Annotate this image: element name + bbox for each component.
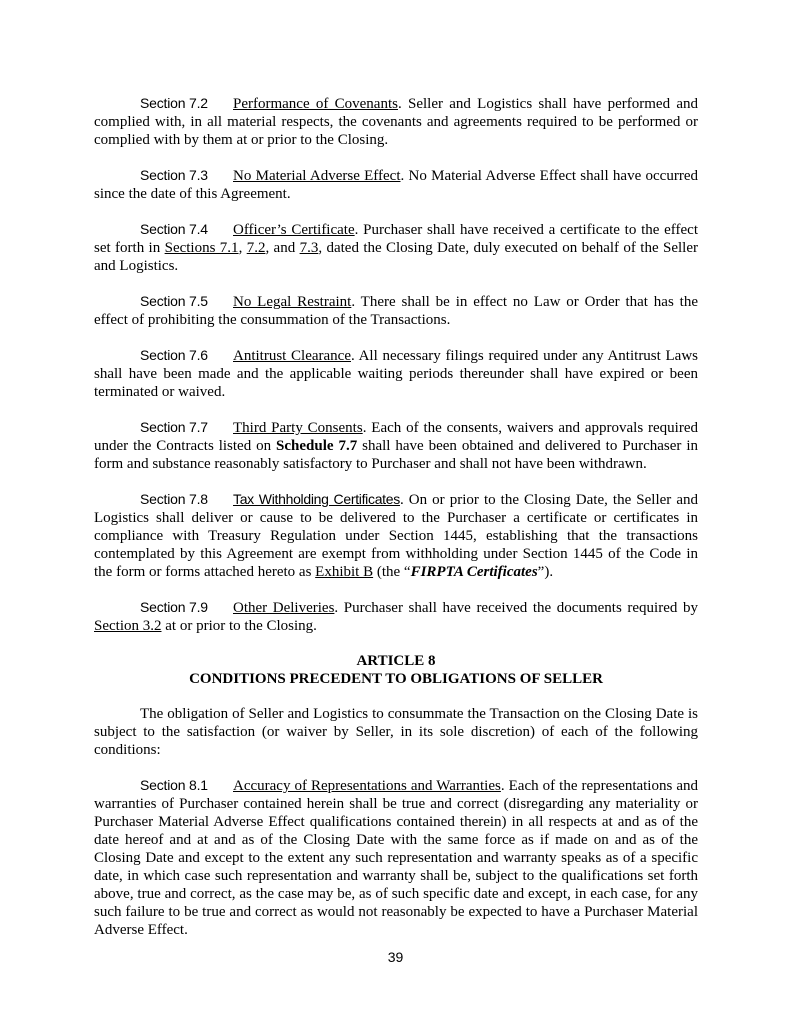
section-7-3 (94, 166, 698, 203)
section-text: . All necessary filings required under any Antitrust Laws shall have been made and the applicable waiting periods thereunder shall have expired or been terminated or waived. (94, 348, 698, 400)
schedule-reference: Schedule 7.7 (276, 438, 358, 454)
section-8-1 (94, 776, 698, 939)
section-text: shall have been obtained and delivered to Purchaser in form and substance reasonably satisfactory to Purchaser and shall not have been withdrawn. (94, 438, 698, 472)
section-number: Section 7.2 (140, 95, 208, 111)
section-heading: Third Party Consents (233, 420, 363, 436)
section-7-4 (94, 220, 698, 275)
section-text: , (238, 240, 247, 256)
section-7-7 (94, 418, 698, 473)
section-number: Section 7.8 (140, 491, 208, 507)
defined-term: FIRPTA Certificates (410, 564, 538, 580)
article-intro: The obligation of Seller and Logistics to consummate the Transaction on the Closing Date is subject to the satisfaction (or waiver by Seller, in its sole discretion) of each of the following conditions: (94, 706, 698, 758)
section-text: . Each of the consents, waivers and approvals required under the Contracts listed on (94, 420, 698, 454)
article-number: ARTICLE 8 (356, 653, 436, 669)
cross-reference: 7.3 (299, 240, 319, 256)
section-text: , dated the Closing Date, duly executed on behalf of the Seller and Logistics. (94, 240, 698, 274)
section-number: Section 7.4 (140, 221, 208, 237)
section-number: Section 7.5 (140, 293, 208, 309)
section-7-8 (94, 490, 698, 581)
section-heading: Accuracy of Representations and Warranties (233, 778, 501, 794)
section-text: (the “ (373, 564, 411, 580)
section-7-2 (94, 94, 698, 149)
section-heading: No Material Adverse Effect (233, 168, 401, 184)
page-number: 39 (387, 949, 404, 965)
section-text: , and (265, 240, 300, 256)
section-number: Section 7.7 (140, 419, 208, 435)
section-heading: No Legal Restraint (233, 294, 352, 310)
section-text: . Purchaser shall have received a certificate to the effect set forth in (94, 222, 698, 256)
exhibit-reference: Exhibit B (315, 564, 374, 580)
section-text: . No Material Adverse Effect shall have occurred since the date of this Agreement. (94, 168, 698, 202)
section-number: Section 7.9 (140, 599, 208, 615)
section-text: . Each of the representations and warranties of Purchaser contained herein shall be true and correct (disregarding any materiality or Purchaser Material Adverse Effect qualifications contained therein) in all respects at and as of the date hereof and at and as of the Closing Date with the same force as if made on and as of the Closing Date and except to the extent any such representation and warranty speaks as of a specific date, in which case such representation and warranty shall be, subject to the qualifications set forth above, true and correct, as the case may be, as of such specific date and except, in each case, for any such failure to be true and correct as would not reasonably be expected to have a Purchaser Material Adverse Effect. (94, 778, 698, 938)
article-title: CONDITIONS PRECEDENT TO OBLIGATIONS OF SELLER (189, 671, 603, 687)
section-heading: Officer’s Certificate (233, 222, 355, 238)
section-heading: Tax Withholding Certificates (233, 491, 400, 507)
section-heading: Other Deliveries (233, 600, 335, 616)
section-heading: Performance of Covenants (233, 96, 398, 112)
document-page (94, 94, 698, 956)
section-7-5 (94, 292, 698, 329)
section-number: Section 7.6 (140, 347, 208, 363)
section-number: Section 8.1 (140, 777, 208, 793)
section-7-9 (94, 598, 698, 635)
section-heading: Antitrust Clearance (233, 348, 351, 364)
section-text: . Seller and Logistics shall have performed and complied with, in all material respects, the covenants and agreements required to be performed or complied with by them at or prior to the Closing. (94, 96, 698, 148)
section-number: Section 7.3 (140, 167, 208, 183)
cross-reference: 7.2 (246, 240, 266, 256)
section-text: ”). (537, 564, 554, 580)
cross-reference: Sections 7.1 (164, 240, 239, 256)
article-heading (94, 652, 698, 688)
section-7-6 (94, 346, 698, 401)
section-text: . On or prior to the Closing Date, the Seller and Logistics shall deliver or cause to be delivered to the Purchaser a certificate or certificates in compliance with Treasury Regulation under Section 1445, establishing that the transactions contemplated by this Agreement are exempt from withholding under Section 1445 of the Code in the form or forms attached hereto as (94, 492, 698, 580)
section-text: . There shall be in effect no Law or Order that has the effect of prohibiting the consummation of the Transactions. (94, 294, 698, 328)
section-text: at or prior to the Closing. (161, 618, 317, 634)
cross-reference: Section 3.2 (94, 618, 162, 634)
section-text: . Purchaser shall have received the documents required by (334, 600, 698, 616)
